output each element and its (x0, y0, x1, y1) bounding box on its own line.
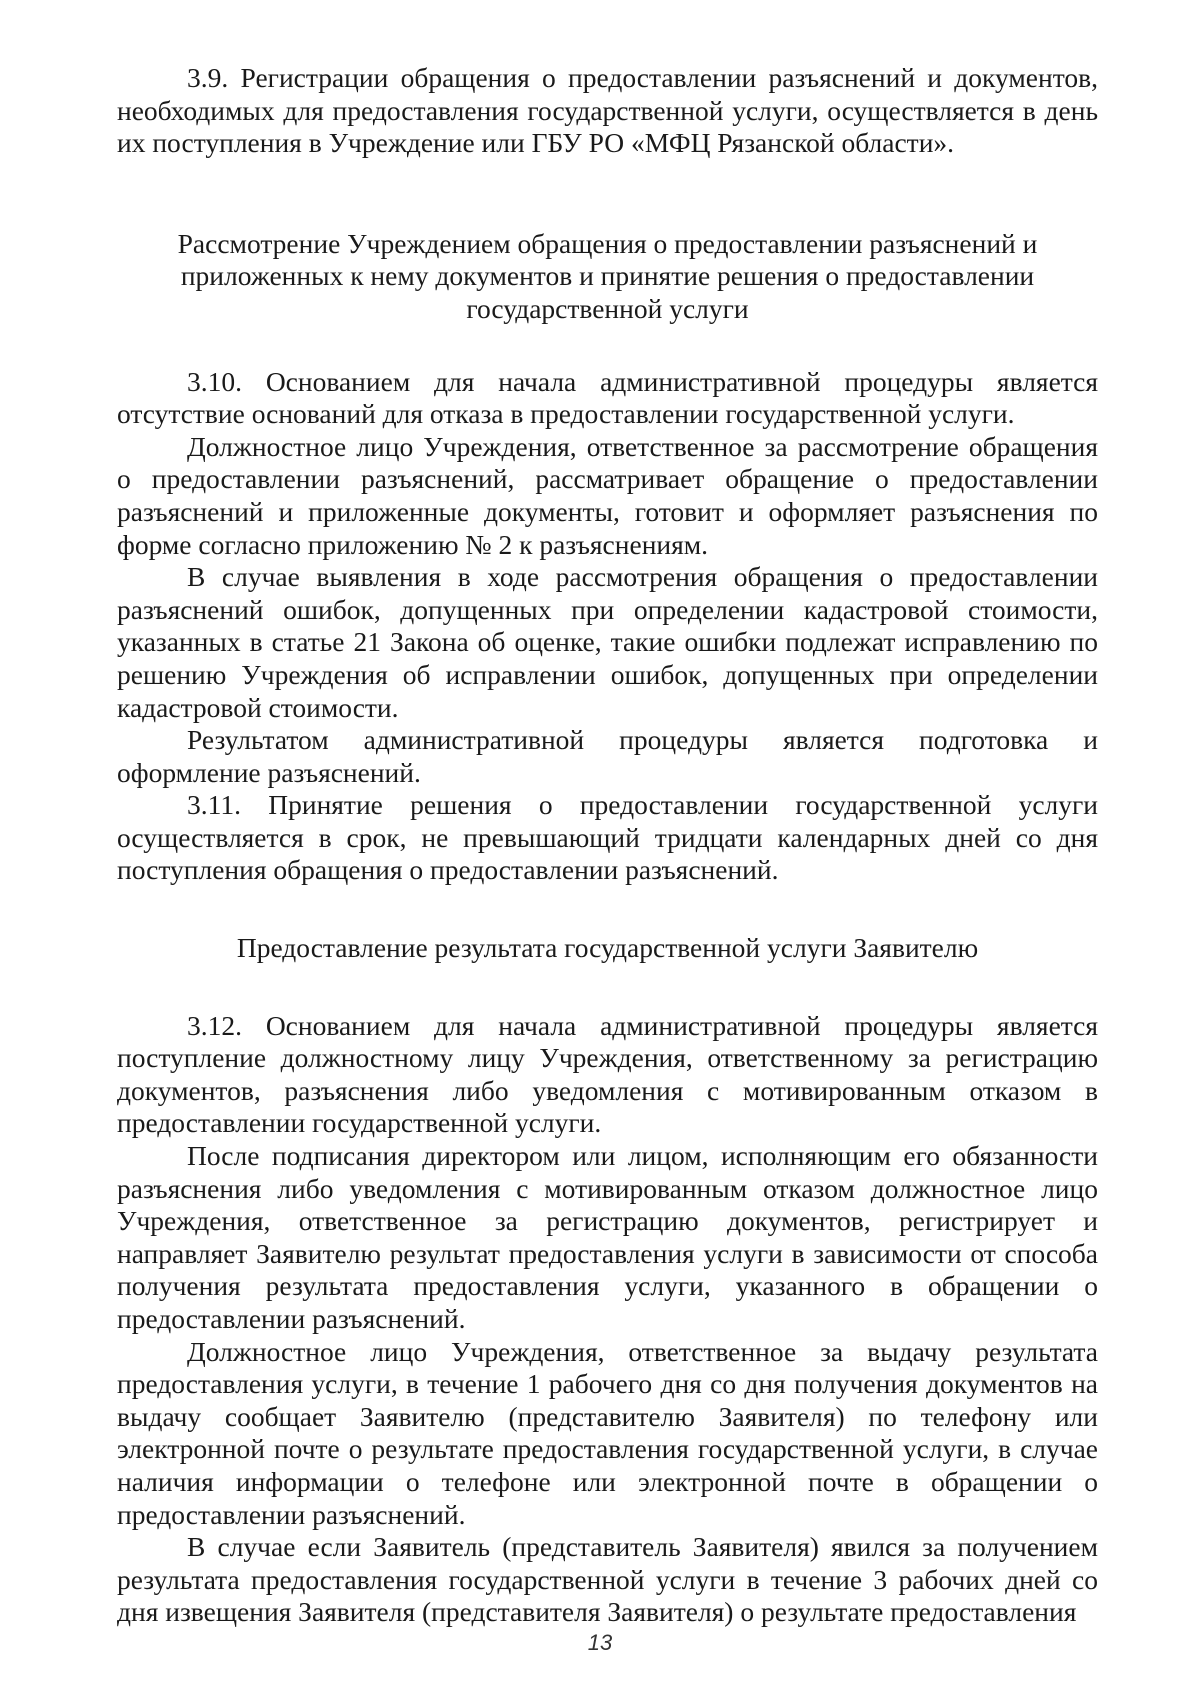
paragraph-3-10-errors: В случае выявления в ходе рассмотрения обращения о предоставлении разъяснений ошибок, допущенных при определении кадастровой стоимости, указанных в статье 21 Закона об оценке, такие ошибки подлежат исправлению по решению Учреждения об исправлении ошибок, допущенных при определении кадастровой стоимости. (117, 561, 1098, 723)
paragraph-3-12-pickup: В случае если Заявитель (представитель Заявителя) явился за получением результата предоставления государственной услуги в течение 3 рабочих дней со дня извещения Заявителя (представителя Заявителя) о результате предоставления (117, 1531, 1098, 1628)
paragraph-3-10-result: Результатом административной процедуры является подготовка и оформление разъяснений. (117, 724, 1098, 788)
paragraph-3-12: 3.12. Основанием для начала административной процедуры является поступление должностному лицу Учреждения, ответственному за регистрацию документов, разъяснения либо уведомления с мотивированным отказом в предоставлении государственной услуги. (117, 1009, 1098, 1139)
spacer (117, 887, 1098, 932)
spacer (117, 965, 1098, 1010)
spacer (117, 160, 1098, 228)
document-page (117, 62, 1098, 1629)
section-heading-result: Предоставление результата государственной услуги Заявителю (236, 932, 979, 964)
paragraph-3-10-official: Должностное лицо Учреждения, ответственное за рассмотрение обращения о предоставлении разъяснений, рассматривает обращение о предоставлении разъяснений и приложенные документы, готовит и оформляет разъяснения по форме согласно приложению № 2 к разъяснениям. (117, 430, 1098, 560)
page-number: 13 (587, 1630, 613, 1655)
paragraph-3-12-signing: После подписания директором или лицом, исполняющим его обязанности разъяснения либо уведомления с мотивированным отказом должностное лицо Учреждения, ответственное за регистрацию документов, регистрирует и направляет Заявителю результат предоставления услуги в зависимости от способа получения результата предоставления услуги, указанного в обращении о предоставлении разъяснений. (117, 1140, 1098, 1334)
paragraph-3-12-notification: Должностное лицо Учреждения, ответственное за выдачу результата предоставления услуги, в течение 1 рабочего дня со дня получения документов на выдачу сообщает Заявителю (представителю Заявителя) по телефону или электронной почте о результате предоставления государственной услуги, в случае наличия информации о телефоне или электронной почте в обращении о предоставлении разъяснений. (117, 1335, 1098, 1530)
section-heading-review: Рассмотрение Учреждением обращения о предоставлении разъяснений и приложенных к нему документов и принятие решения о предоставлении государственной услуги (177, 227, 1038, 324)
paragraph-3-9: 3.9. Регистрации обращения о предоставлении разъяснений и документов, необходимых для предоставления государственной услуги, осуществляется в день их поступления в Учреждение или ГБУ РО «МФЦ Рязанской области». (117, 62, 1098, 159)
paragraph-3-10: 3.10. Основанием для начала административной процедуры является отсутствие оснований для отказа в предоставлении государственной услуги. (117, 365, 1098, 430)
paragraph-3-11: 3.11. Принятие решения о предоставлении государственной услуги осуществляется в срок, не превышающий тридцати календарных дней со дня поступления обращения о предоставлении разъяснений. (117, 789, 1098, 886)
spacer (117, 326, 1098, 366)
